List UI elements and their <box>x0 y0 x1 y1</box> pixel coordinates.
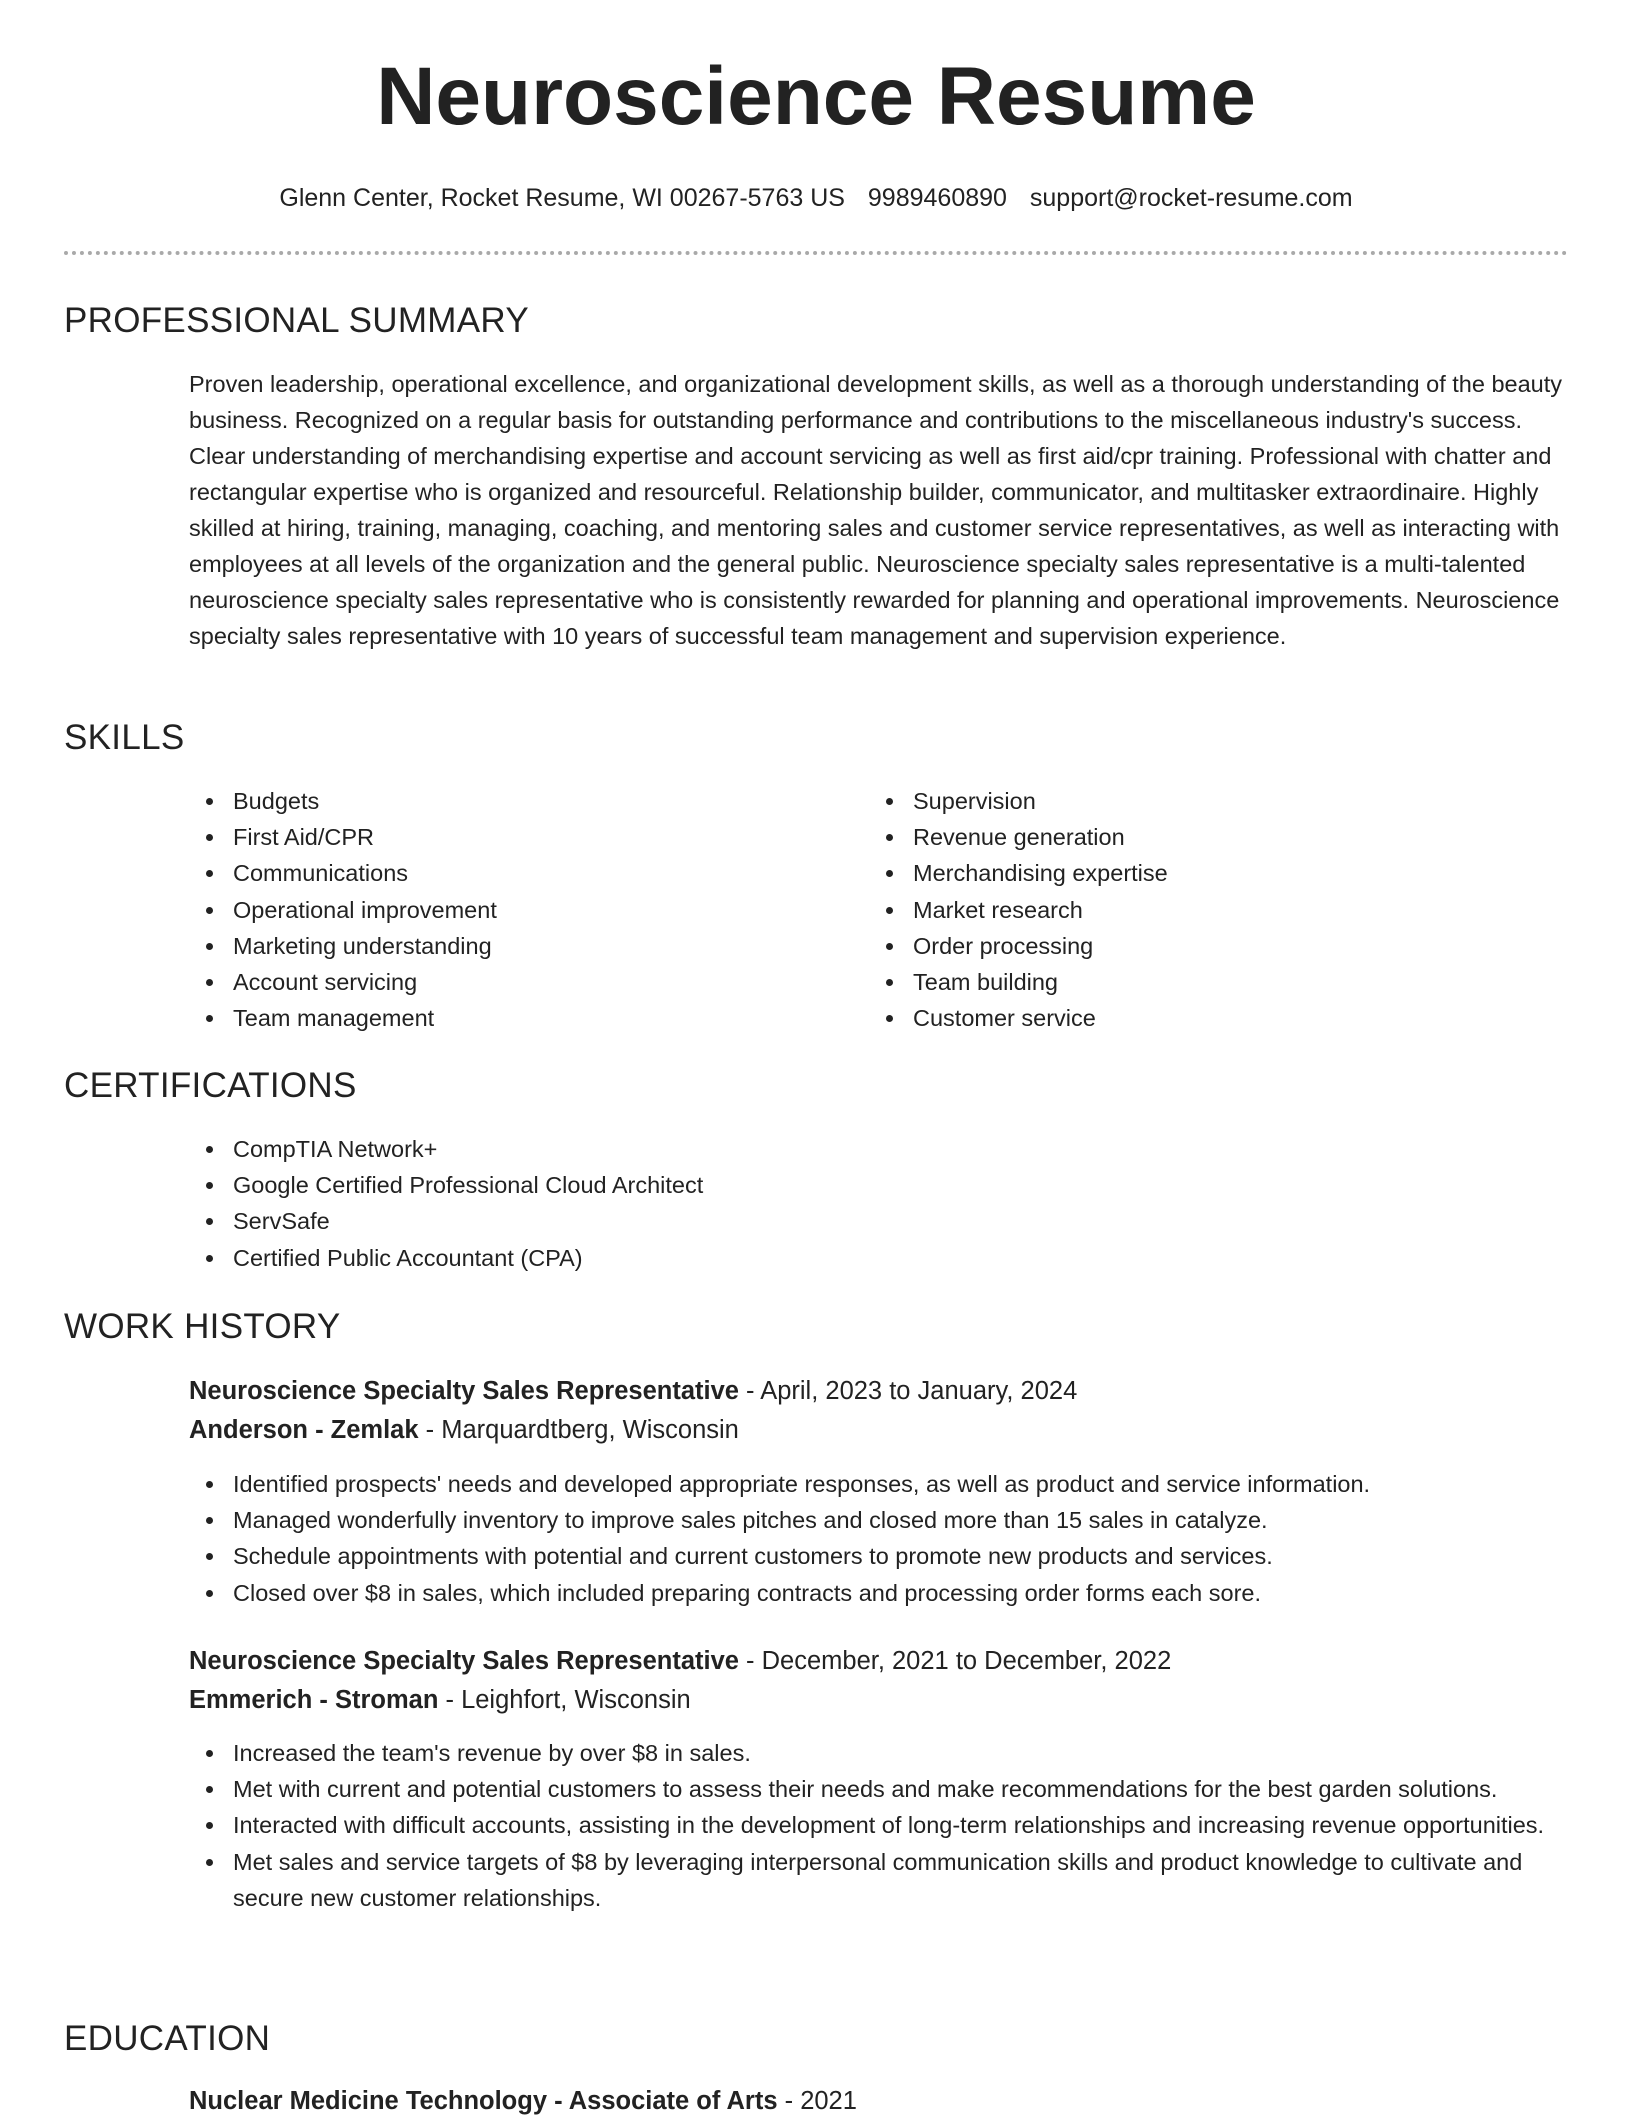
skill-item: Marketing understanding <box>189 928 789 964</box>
education-line <box>189 2083 1569 2119</box>
job-role: Neuroscience Specialty Sales Representative <box>189 1377 739 1405</box>
contact-line <box>0 183 1632 213</box>
skill-item: Customer service <box>869 1000 1469 1036</box>
job-bullet: Increased the team's revenue by over $8 in sales. <box>189 1735 1569 1771</box>
skills-heading: SKILLS <box>64 718 185 757</box>
skill-item: Merchandising expertise <box>869 855 1469 891</box>
skill-item: Market research <box>869 892 1469 928</box>
job-bullets <box>189 1466 1569 1611</box>
contact-phone[interactable]: 9989460890 <box>867 184 1007 212</box>
education-year: - 2021 <box>777 2087 857 2115</box>
job-bullet: Managed wonderfully inventory to improve sales pitches and closed more than 15 sales in catalyze. <box>189 1502 1569 1538</box>
skill-item: Order processing <box>869 928 1469 964</box>
skills-list-left <box>189 783 789 1036</box>
job-company-line <box>189 1682 1569 1718</box>
job-role: Neuroscience Specialty Sales Representative <box>189 1647 739 1675</box>
certifications-heading: CERTIFICATIONS <box>64 1066 357 1105</box>
certification-item: Certified Public Accountant (CPA) <box>189 1240 1189 1276</box>
skill-item: Budgets <box>189 783 789 819</box>
skill-item: Operational improvement <box>189 892 789 928</box>
certifications-list <box>189 1131 1189 1276</box>
skill-item: Account servicing <box>189 964 789 1000</box>
job-bullet: Closed over $8 in sales, which included preparing contracts and processing order forms each sore. <box>189 1575 1569 1611</box>
job-dates: - April, 2023 to January, 2024 <box>738 1377 1078 1405</box>
job-company: Emmerich - Stroman <box>189 1686 439 1714</box>
job-company: Anderson - Zemlak <box>189 1416 419 1444</box>
certification-item: Google Certified Professional Cloud Architect <box>189 1167 1189 1203</box>
summary-heading: PROFESSIONAL SUMMARY <box>64 301 529 340</box>
header-divider <box>64 251 1568 255</box>
job-title-line <box>189 1373 1569 1409</box>
job-dates: - December, 2021 to December, 2022 <box>738 1647 1172 1675</box>
summary-text: Proven leadership, operational excellence, and organizational development skills, as well as a thorough understanding of the beauty business. Recognized on a regular basis for outstanding performance and contributions to the miscellaneous industry's success. Clear understanding of merchandising expertise and account servicing as well as first aid/cpr training. Professional with chatter and rectangular expertise who is organized and resourceful. Relationship builder, communicator, and multitasker extraordinaire. Highly skilled at hiring, training, managing, coaching, and mentoring sales and customer service representatives, as well as interacting with employees at all levels of the organization and the general public. Neuroscience specialty sales representative is a multi-talented neuroscience specialty sales representative who is consistently rewarded for planning and operational improvements. Neuroscience specialty sales representative with 10 years of successful team management and supervision experience. <box>189 371 1563 649</box>
skill-item: Team management <box>189 1000 789 1036</box>
education-degree: Nuclear Medicine Technology - Associate of Arts <box>189 2087 778 2115</box>
skills-list-right <box>869 783 1469 1036</box>
skill-item: Revenue generation <box>869 819 1469 855</box>
skill-item: Team building <box>869 964 1469 1000</box>
job-bullets <box>189 1735 1569 1916</box>
contact-address: Glenn Center, Rocket Resume, WI 00267-5763 US <box>279 184 845 212</box>
skill-item: First Aid/CPR <box>189 819 789 855</box>
education-heading: EDUCATION <box>64 2019 271 2058</box>
skill-item: Communications <box>189 855 789 891</box>
job-bullet: Schedule appointments with potential and current customers to promote new products and services. <box>189 1538 1569 1574</box>
resume-name: Neuroscience Resume <box>376 51 1256 142</box>
skill-item: Supervision <box>869 783 1469 819</box>
certification-item: ServSafe <box>189 1203 1189 1239</box>
job-company-line <box>189 1412 1569 1448</box>
job-location: - Leighfort, Wisconsin <box>438 1686 691 1714</box>
job-bullet: Identified prospects' needs and developed appropriate responses, as well as product and service information. <box>189 1466 1569 1502</box>
job-bullet: Interacted with difficult accounts, assisting in the development of long-term relationships and increasing revenue opportunities. <box>189 1807 1569 1843</box>
work-history-heading: WORK HISTORY <box>64 1307 341 1346</box>
job-title-line <box>189 1643 1569 1679</box>
certification-item: CompTIA Network+ <box>189 1131 1189 1167</box>
job-bullet: Met with current and potential customers to assess their needs and make recommendations for the best garden solutions. <box>189 1771 1569 1807</box>
job-location: - Marquardtberg, Wisconsin <box>418 1416 739 1444</box>
job-bullet: Met sales and service targets of $8 by leveraging interpersonal communication skills and product knowledge to cultivate and secure new customer relationships. <box>189 1844 1569 1916</box>
contact-email[interactable]: support@rocket-resume.com <box>1029 184 1353 212</box>
